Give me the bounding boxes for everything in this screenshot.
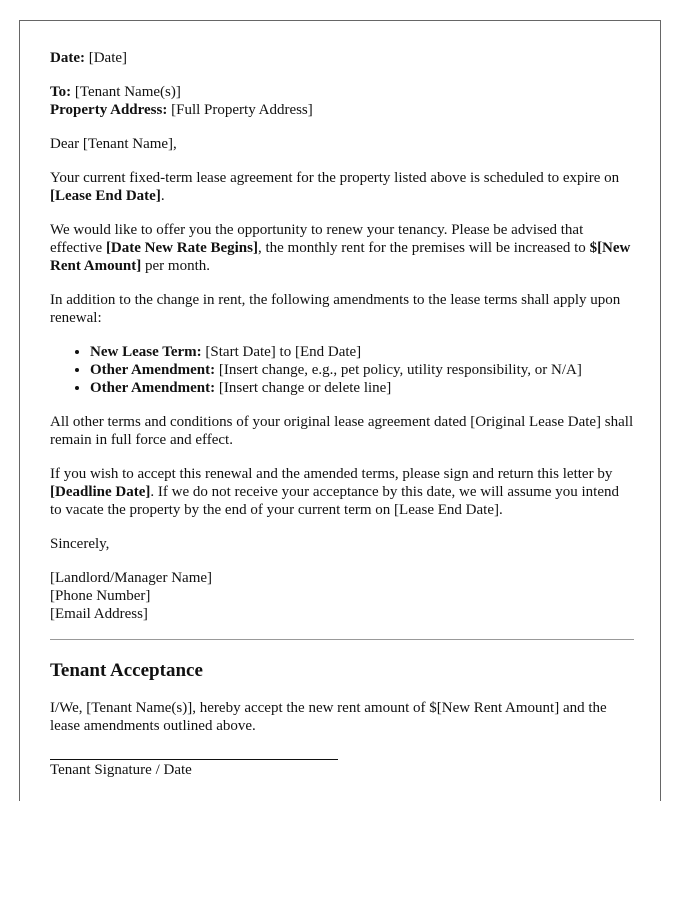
list-item <box>90 343 634 361</box>
landlord-phone: [Phone Number] <box>50 588 151 604</box>
para5-text-1: If you wish to accept this renewal and the amended terms, please sign and return this letter by <box>50 466 613 482</box>
amendment-value: [Insert change, e.g., pet policy, utility responsibility, or N/A] <box>215 362 582 378</box>
closing: Sincerely, <box>50 536 110 552</box>
amendment-label: New Lease Term: <box>90 344 202 360</box>
section-divider <box>50 639 634 640</box>
amendment-label: Other Amendment: <box>90 380 216 396</box>
terms-paragraph: All other terms and conditions of your original lease agreement dated [Original Lease Date] shall remain in full force and effect. <box>50 414 634 448</box>
date-label: Date: <box>50 50 85 66</box>
new-rate-date: [Date New Rate Begins] <box>105 240 258 256</box>
amendments-intro: In addition to the change in rent, the following amendments to the lease terms shall apply upon renewal: <box>50 292 621 326</box>
letter-body <box>50 49 634 779</box>
list-item <box>90 361 634 379</box>
address-value: [Full Property Address] <box>171 102 313 118</box>
date-line <box>50 49 634 67</box>
to-label: To: <box>50 84 72 100</box>
new-rent-amount: $[New Rent Amount] <box>50 240 631 274</box>
tenant-signature-label: Tenant Signature / Date <box>50 762 192 778</box>
deadline-date: [Deadline Date] <box>50 484 151 500</box>
para1-end: . <box>160 188 165 204</box>
to-line <box>50 83 634 101</box>
para5-text-2: . If we do not receive your acceptance by this date, we will assume you intend to vacate the property by the end of your current term on [Lease End Date]. <box>50 484 619 518</box>
address-label: Property Address: <box>50 102 168 118</box>
landlord-name: [Landlord/Manager Name] <box>50 570 213 586</box>
landlord-email: [Email Address] <box>50 606 148 622</box>
acceptance-text: I/We, [Tenant Name(s)], hereby accept the new rent amount of $[New Rent Amount] and the lease amendments outlined above. <box>50 700 607 734</box>
address-line <box>50 101 634 119</box>
greeting: Dear [Tenant Name], <box>50 136 177 152</box>
to-value: [Tenant Name(s)] <box>74 84 181 100</box>
acceptance-instructions-paragraph <box>50 465 634 519</box>
lease-expiry-paragraph <box>50 169 634 205</box>
acceptance-heading: Tenant Acceptance <box>50 660 203 681</box>
para2-text-3: per month. <box>141 258 211 274</box>
para2-text-1: We would like to offer you the opportunity to renew your tenancy. Please be advised that effective <box>50 222 584 256</box>
signature-line <box>50 759 338 760</box>
amendment-value: [Start Date] to [End Date] <box>201 344 362 360</box>
lease-end-date: [Lease End Date] <box>50 188 161 204</box>
letter-page <box>19 20 661 801</box>
para2-text-2: , the monthly rent for the premises will be increased to <box>257 240 590 256</box>
list-item <box>90 379 634 397</box>
signature-block <box>50 569 634 623</box>
rent-increase-paragraph <box>50 221 634 275</box>
para1-text: Your current fixed-term lease agreement for the property listed above is scheduled to expire on <box>50 170 620 186</box>
amendments-list <box>50 343 634 397</box>
amendment-label: Other Amendment: <box>90 362 216 378</box>
date-value: [Date] <box>88 50 128 66</box>
amendment-value: [Insert change or delete line] <box>215 380 392 396</box>
recipient-block <box>50 83 634 119</box>
